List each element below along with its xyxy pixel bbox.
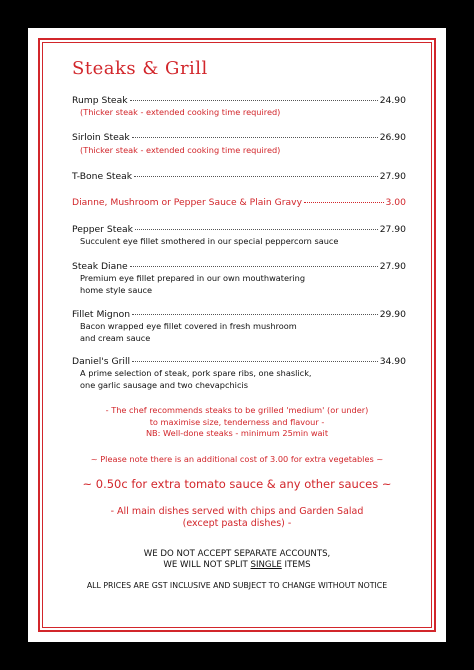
item-description: (Thicker steak - extended cooking time required) — [80, 107, 281, 117]
item-name: Rump Steak — [72, 95, 128, 106]
item-price: 26.90 — [379, 132, 406, 143]
menu-item-sirloin-steak — [72, 132, 406, 143]
underlined-word: SINGLE — [250, 560, 282, 570]
item-name: Daniel's Grill — [72, 356, 131, 367]
accounts-note — [28, 549, 446, 571]
chef-note-line: NB: Well-done steaks - minimum 25min wait — [145, 428, 329, 439]
leader-dots — [132, 314, 378, 315]
item-price: 29.90 — [379, 309, 406, 320]
item-name: Dianne, Mushroom or Pepper Sauce & Plain Gravy — [72, 197, 303, 208]
leader-dots — [130, 266, 378, 267]
desc-line: one garlic sausage and two chevapchicis — [80, 379, 248, 390]
gst-note: ALL PRICES ARE GST INCLUSIVE AND SUBJECT TO CHANGE WITHOUT NOTICE — [86, 581, 388, 590]
item-description — [80, 273, 400, 296]
item-name: Pepper Steak — [72, 224, 133, 235]
item-price: 34.90 — [379, 356, 406, 367]
item-name: Steak Diane — [72, 261, 128, 272]
leader-dots — [134, 176, 378, 177]
desc-line: Bacon wrapped eye fillet covered in fresh mushroom — [80, 321, 297, 331]
leader-dots — [135, 229, 378, 230]
accounts-line: WE DO NOT ACCEPT SEPARATE ACCOUNTS, — [143, 549, 331, 559]
desc-line: A prime selection of steak, pork spare ribs, one shaslick, — [80, 368, 312, 378]
item-description — [80, 368, 400, 391]
sauce-note: ~ 0.50c for extra tomato sauce & any other sauces ~ — [82, 477, 392, 491]
menu-page — [28, 28, 446, 642]
item-price: 3.00 — [385, 197, 406, 208]
desc-line: Premium eye fillet prepared in our own mouthwatering — [80, 273, 306, 283]
page-title: Steaks & Grill — [72, 58, 208, 79]
desc-line: home style sauce — [80, 284, 153, 295]
item-description: (Thicker steak - extended cooking time required) — [80, 145, 281, 155]
accounts-line: WE WILL NOT SPLIT SINGLE ITEMS — [163, 560, 311, 570]
main-dishes-note — [28, 506, 446, 529]
menu-item-steak-diane — [72, 261, 406, 272]
item-description: Succulent eye fillet smothered in our special peppercorn sauce — [80, 236, 339, 246]
chef-note — [28, 405, 446, 440]
item-price: 27.90 — [379, 261, 406, 272]
leader-dots — [304, 202, 383, 203]
menu-item-sauces — [72, 197, 406, 208]
leader-dots — [130, 100, 378, 101]
item-name: Fillet Mignon — [72, 309, 131, 320]
leader-dots — [132, 137, 378, 138]
menu-item-t-bone-steak — [72, 171, 406, 182]
chef-note-line: - The chef recommends steaks to be grilled 'medium' (or under) — [105, 405, 369, 415]
menu-item-rump-steak — [72, 95, 406, 106]
item-price: 27.90 — [379, 224, 406, 235]
item-price: 27.90 — [379, 171, 406, 182]
item-name: Sirloin Steak — [72, 132, 130, 143]
vegetables-note: ~ Please note there is an additional cost of 3.00 for extra vegetables ~ — [90, 454, 384, 464]
item-price: 24.90 — [379, 95, 406, 106]
chef-note-line: to maximise size, tenderness and flavour - — [149, 416, 325, 427]
menu-item-pepper-steak — [72, 224, 406, 235]
item-description — [80, 321, 400, 344]
leader-dots — [132, 361, 378, 362]
desc-line: and cream sauce — [80, 332, 151, 343]
menu-item-daniels-grill — [72, 356, 406, 367]
main-note-line: (except pasta dishes) - — [182, 517, 292, 529]
menu-item-fillet-mignon — [72, 309, 406, 320]
item-name: T-Bone Steak — [72, 171, 133, 182]
main-note-line: - All main dishes served with chips and Garden Salad — [110, 506, 364, 517]
